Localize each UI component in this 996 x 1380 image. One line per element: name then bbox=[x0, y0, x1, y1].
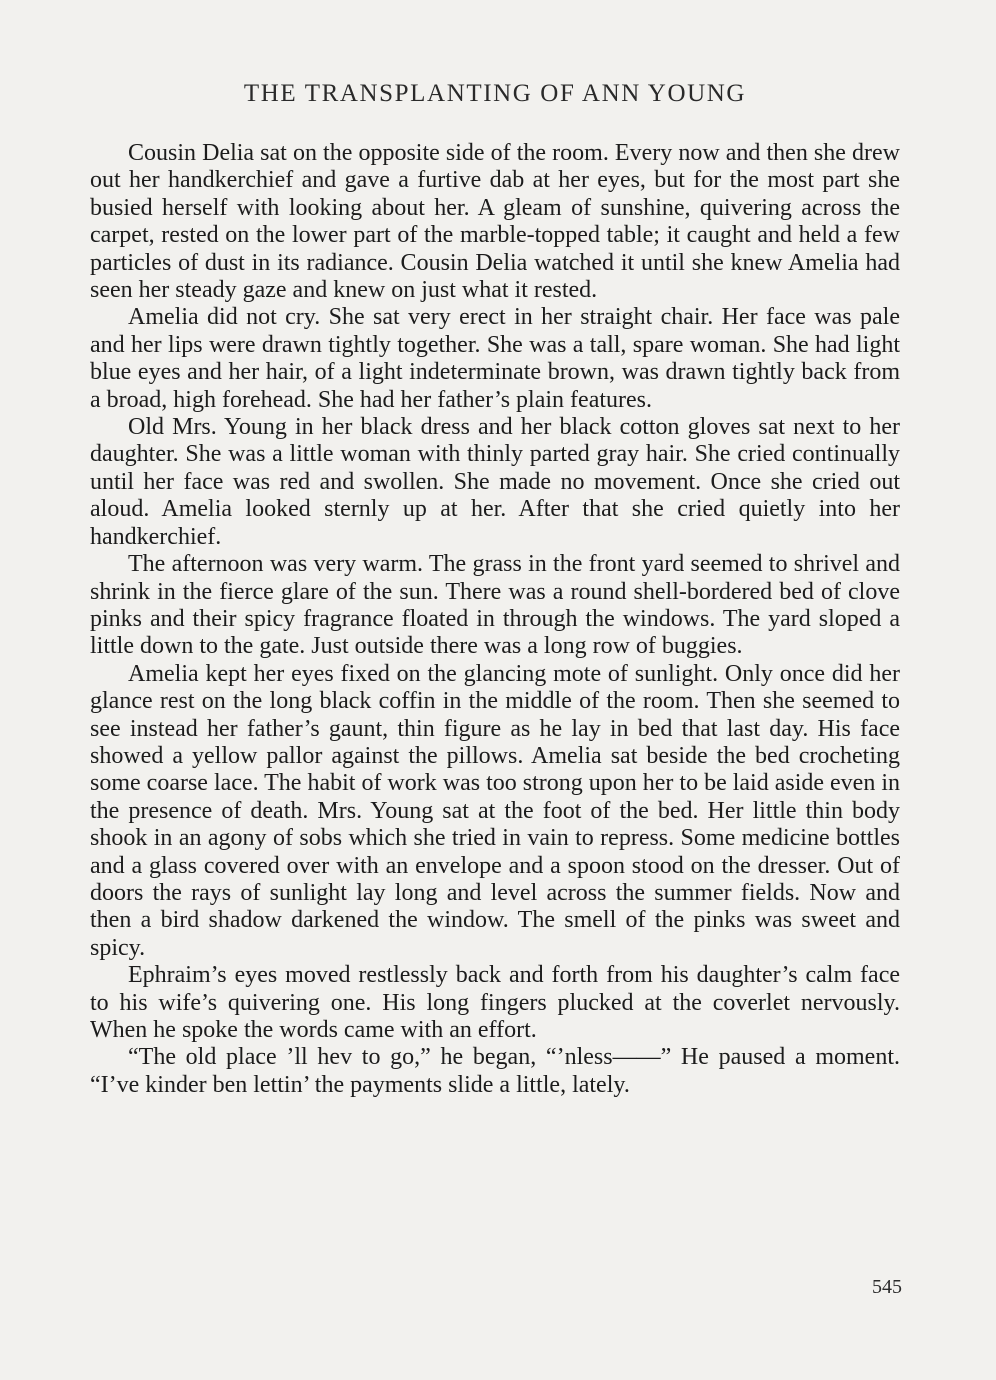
paragraph: Ephraim’s eyes moved restlessly back and forth from his daughter’s calm face to his wife’s quivering one. His long fingers plucked at the coverlet nervously. When he spoke the words came with an effort. bbox=[90, 962, 900, 1043]
paragraph: Amelia kept her eyes fixed on the glancing mote of sunlight. Only once did her glance rest on the long black coffin in the middle of the room. Then she seemed to see instead her father’s gaunt, thin figure as he lay in bed that last day. His face showed a yellow pallor against the pillows. Amelia sat beside the bed crocheting some coarse lace. The habit of work was too strong upon her to be laid aside even in the presence of death. Mrs. Young sat at the foot of the bed. Her little thin body shook in an agony of sobs which she tried in vain to repress. Some medicine bottles and a glass covered over with an envelope and a spoon stood on the dresser. Out of doors the rays of sunlight lay long and level across the summer fields. Now and then a bird shadow darkened the window. The smell of the pinks was sweet and spicy. bbox=[90, 660, 900, 961]
running-head: THE TRANSPLANTING OF ANN YOUNG bbox=[243, 80, 747, 107]
paragraph: Cousin Delia sat on the opposite side of the room. Every now and then she drew out her handkerchief and gave a furtive dab at her eyes, but for the most part she busied herself with looking about her. A gleam of sunshine, quivering across the carpet, rested on the lower part of the marble-topped table; it caught and held a few particles of dust in its radiance. Cousin Delia watched it until she knew Amelia had seen her steady gaze and knew on just what it rested. bbox=[90, 140, 900, 304]
paragraph: Old Mrs. Young in her black dress and her black cotton gloves sat next to her daughter. She was a little woman with thinly parted gray hair. She cried continually until her face was red and swollen. She made no movement. Once she cried out aloud. Amelia looked sternly up at her. After that she cried quietly into her handkerchief. bbox=[90, 414, 900, 550]
page-number: 545 bbox=[872, 1276, 902, 1298]
body-text bbox=[90, 140, 900, 1099]
paragraph: The afternoon was very warm. The grass in the front yard seemed to shrivel and shrink in the fierce glare of the sun. There was a round shell-bordered bed of clove pinks and their spicy fragrance floated in through the windows. The yard sloped a little down to the gate. Just outside there was a long row of buggies. bbox=[90, 551, 900, 660]
paragraph: “The old place ’ll hev to go,” he began, “’nless——” He paused a moment. “I’ve kinder ben lettin’ the payments slide a little, lately. bbox=[90, 1044, 900, 1098]
paragraph: Amelia did not cry. She sat very erect in her straight chair. Her face was pale and her lips were drawn tightly together. She was a tall, spare woman. She had light blue eyes and her hair, of a light indeterminate brown, was drawn tightly back from a broad, high forehead. She had her father’s plain features. bbox=[90, 304, 900, 413]
